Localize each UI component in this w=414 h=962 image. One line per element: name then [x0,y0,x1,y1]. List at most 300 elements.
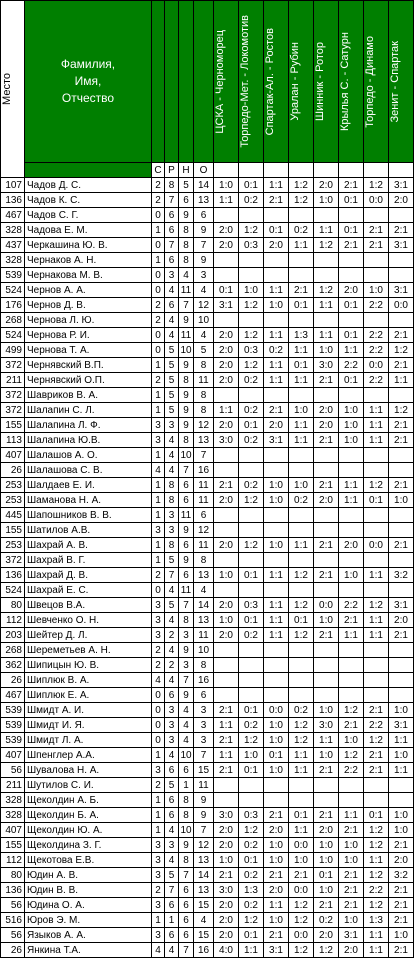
score-cell [314,658,339,673]
score-cell [264,448,289,463]
draws-cell: 1 [165,913,179,928]
points-cell: 9 [194,253,214,268]
score-cell: 0:0 [389,298,414,313]
score-cell [239,313,264,328]
score-cell: 1:1 [289,418,314,433]
score-cell: 2:0 [214,493,239,508]
place-cell: 328 [1,253,25,268]
losses-cell: 8 [179,373,194,388]
score-cell: 1:2 [289,568,314,583]
name-cell: Шмидт А. И. [25,703,152,718]
table-row [1,808,414,823]
score-cell: 1:1 [289,538,314,553]
score-cell [239,448,264,463]
draws-cell: 4 [165,283,179,298]
score-cell: 2:1 [314,808,339,823]
points-cell: 12 [194,523,214,538]
score-cell: 1:0 [364,283,389,298]
wins-cell: 3 [152,838,165,853]
table-row [1,838,414,853]
score-cell [239,688,264,703]
wins-cell: 1 [152,793,165,808]
score-cell: 2:0 [264,883,289,898]
score-cell: 1:0 [264,493,289,508]
points-cell: 11 [194,628,214,643]
score-cell: 2:1 [389,628,414,643]
table-row [1,673,414,688]
wins-cell: 2 [152,178,165,193]
score-cell: 2:2 [339,598,364,613]
place-cell: 372 [1,358,25,373]
wins-cell: 1 [152,553,165,568]
losses-cell: 6 [179,568,194,583]
score-cell [289,673,314,688]
losses-cell: 7 [179,598,194,613]
score-cell [239,208,264,223]
points-cell: 5 [194,343,214,358]
score-cell [239,793,264,808]
draws-cell: 8 [165,493,179,508]
name-cell: Шапошников В. В. [25,508,152,523]
name-cell: Чернова Л. Ю. [25,313,152,328]
name-cell: Шалапин С. Л. [25,403,152,418]
score-cell: 1:0 [314,838,339,853]
score-cell [314,253,339,268]
name-cell: Щеколдина З. Г. [25,838,152,853]
points-cell: 13 [194,193,214,208]
points-cell: 4 [194,583,214,598]
draws-cell: 4 [165,328,179,343]
score-cell: 1:0 [314,748,339,763]
score-cell: 1:0 [314,853,339,868]
points-cell: 11 [194,373,214,388]
score-cell: 0:0 [289,883,314,898]
score-cell: 0:1 [239,763,264,778]
score-cell: 2:2 [364,328,389,343]
points-cell: 6 [194,208,214,223]
score-cell: 3:1 [389,598,414,613]
wins-cell: 1 [152,808,165,823]
points-cell: 8 [194,553,214,568]
draws-cell: 4 [165,613,179,628]
place-cell: 203 [1,628,25,643]
score-cell: 2:1 [364,763,389,778]
score-cell [264,658,289,673]
score-cell [239,508,264,523]
score-cell: 1:1 [364,433,389,448]
losses-cell: 11 [179,583,194,598]
score-cell: 2:0 [264,418,289,433]
score-cell: 1:2 [239,358,264,373]
score-cell: 2:0 [264,823,289,838]
wins-cell: 1 [152,538,165,553]
name-cell: Шипицын Ю. В. [25,658,152,673]
score-cell: 0:1 [339,373,364,388]
score-cell: 1:2 [339,748,364,763]
score-cell: 0:1 [339,328,364,343]
losses-cell: 8 [179,238,194,253]
score-cell: 0:2 [289,223,314,238]
score-cell: 1:2 [239,823,264,838]
name-cell: Чадов К. С. [25,193,152,208]
place-cell: 445 [1,508,25,523]
score-cell: 1:1 [314,298,339,313]
losses-cell: 6 [179,478,194,493]
points-cell: 13 [194,568,214,583]
table-row [1,598,414,613]
score-cell: 1:0 [339,418,364,433]
score-cell: 1:1 [364,403,389,418]
score-cell: 1:0 [339,913,364,928]
table-row [1,883,414,898]
place-cell: 176 [1,298,25,313]
score-cell: 2:1 [389,223,414,238]
name-cell: Чернова Т. А. [25,343,152,358]
score-cell: 1:2 [239,298,264,313]
score-cell: 2:1 [339,613,364,628]
score-cell: 2:2 [364,343,389,358]
score-cell: 2:0 [214,373,239,388]
losses-cell: 9 [179,403,194,418]
score-cell: 1:1 [214,718,239,733]
draws-cell: 4 [165,433,179,448]
score-cell: 1:0 [214,178,239,193]
draws-cell: 5 [165,553,179,568]
wins-cell: 1 [152,223,165,238]
place-cell: 26 [1,673,25,688]
place-cell: 113 [1,433,25,448]
table-row [1,538,414,553]
name-cell: Шахрай В. Г. [25,553,152,568]
losses-cell: 7 [179,298,194,313]
subheader-row [1,163,414,178]
points-cell: 10 [194,643,214,658]
losses-cell: 8 [179,793,194,808]
score-cell [214,523,239,538]
score-cell: 2:1 [264,808,289,823]
wins-cell: 3 [152,898,165,913]
points-cell: 13 [194,613,214,628]
points-cell: 15 [194,928,214,943]
place-cell: 136 [1,568,25,583]
table-row [1,208,414,223]
score-cell: 1:2 [389,343,414,358]
score-cell: 2:0 [214,538,239,553]
score-cell [214,643,239,658]
score-cell: 1:1 [239,943,264,958]
wins-cell: 0 [152,583,165,598]
score-cell [264,583,289,598]
score-cell [314,388,339,403]
score-cell [214,553,239,568]
score-cell: 1:0 [314,193,339,208]
score-cell: 1:1 [264,568,289,583]
points-cell: 16 [194,943,214,958]
losses-cell: 10 [180,749,192,761]
losses-cell: 8 [179,613,194,628]
points-cell: 11 [194,478,214,493]
score-cell: 2:1 [339,898,364,913]
score-cell: 1:1 [289,343,314,358]
draws-cell: 8 [165,478,179,493]
match-header: Торпедо - Динамо [364,1,389,163]
score-cell: 1:1 [314,328,339,343]
name-cell: Щеколдин Б. А. [25,808,152,823]
score-cell: 1:1 [364,928,389,943]
table-row [1,268,414,283]
score-cell: 1:3 [239,883,264,898]
table-row [1,868,414,883]
table-row [1,283,414,298]
wins-cell: 0 [152,343,165,358]
score-cell: 1:0 [264,298,289,313]
score-cell [314,688,339,703]
draws-cell: 8 [165,178,179,193]
table-row [1,358,414,373]
wins-cell: 0 [152,688,165,703]
name-cell: Чернакова М. В. [25,268,152,283]
losses-cell: 9 [179,838,194,853]
name-cell: Юров Э. М. [25,913,152,928]
wins-cell: 0 [152,328,165,343]
wins-cell: 4 [152,943,165,958]
table-row [1,553,414,568]
points-cell: 16 [194,673,214,688]
points-cell: 11 [194,778,214,793]
points-cell: 9 [194,793,214,808]
score-cell [314,268,339,283]
score-cell [389,448,414,463]
draws-cell: 6 [165,928,179,943]
wins-cell: 4 [152,463,165,478]
losses-cell: 4 [179,718,194,733]
score-cell [214,253,239,268]
score-cell: 1:0 [264,853,289,868]
score-cell: 2:1 [214,733,239,748]
score-cell: 2:1 [339,178,364,193]
draws-cell: 6 [165,223,179,238]
score-cell [214,268,239,283]
place-cell: 268 [1,643,25,658]
draws-cell: 6 [165,898,179,913]
name-cell: Шутилов С. И. [25,778,152,793]
score-cell: 1:1 [364,628,389,643]
score-cell: 1:1 [364,853,389,868]
table-row [1,658,414,673]
draws-cell: 3 [165,523,179,538]
name-cell: Чадова Е. М. [25,223,152,238]
score-cell: 3:1 [339,928,364,943]
losses-cell: 4 [179,268,194,283]
score-cell: 0:1 [239,853,264,868]
name-cell: Шахрай Е. С. [25,583,152,598]
score-cell [339,553,364,568]
score-cell: 1:0 [289,478,314,493]
score-cell: 1:1 [339,343,364,358]
draws-cell: 2 [165,628,179,643]
score-cell: 2:0 [339,538,364,553]
score-cell: 0:1 [239,928,264,943]
draws-cell: 3 [165,838,179,853]
score-cell [289,658,314,673]
score-cell: 1:0 [264,478,289,493]
score-cell: 1:0 [389,823,414,838]
wins-cell: 3 [152,763,165,778]
losses-cell: 11 [179,328,194,343]
draws-cell: 7 [165,193,179,208]
score-cell: 2:0 [314,928,339,943]
place-cell: 524 [1,283,25,298]
losses-cell: 6 [179,193,194,208]
score-cell [339,583,364,598]
score-cell [364,448,389,463]
name-cell: Шалапина Ю.В. [25,433,152,448]
score-cell [264,253,289,268]
score-cell [364,658,389,673]
score-cell: 1:0 [214,568,239,583]
score-cell: 1:1 [314,223,339,238]
score-cell [314,208,339,223]
wins-cell: 1 [152,508,165,523]
wins-cell: 0 [152,268,165,283]
score-cell: 1:2 [364,598,389,613]
score-cell: 2:1 [214,868,239,883]
score-cell: 1:0 [264,838,289,853]
score-cell: 2:1 [339,718,364,733]
losses-cell: 3 [179,628,194,643]
score-cell [339,688,364,703]
table-row [1,733,414,748]
table-row [1,478,414,493]
score-cell: 1:2 [239,733,264,748]
wins-cell: 1 [152,493,165,508]
score-cell [289,268,314,283]
score-cell [339,778,364,793]
score-cell: 2:1 [289,868,314,883]
points-cell: 3 [194,718,214,733]
score-cell: 0:2 [239,838,264,853]
score-cell [339,208,364,223]
score-cell: 1:1 [289,748,314,763]
name-cell: Шалашова С. В. [25,463,152,478]
score-cell: 1:2 [239,913,264,928]
losses-cell: 9 [179,418,194,433]
score-cell: 2:2 [364,718,389,733]
score-cell: 2:1 [364,703,389,718]
score-cell: 1:1 [339,478,364,493]
place-cell: 372 [1,553,25,568]
score-cell [389,553,414,568]
score-cell [364,673,389,688]
score-cell [289,688,314,703]
place-cell: 407 [1,748,25,763]
score-cell: 2:1 [314,568,339,583]
score-cell: 1:0 [314,343,339,358]
score-cell: 0:1 [289,613,314,628]
score-cell: 0:1 [339,298,364,313]
score-cell [339,388,364,403]
losses-cell: 7 [179,943,194,958]
score-cell: 2:1 [314,478,339,493]
score-cell: 1:2 [364,898,389,913]
score-cell [239,553,264,568]
score-cell [364,793,389,808]
draws-cell: 5 [165,868,179,883]
score-cell [264,523,289,538]
score-cell: 3:1 [214,298,239,313]
table-row [1,583,414,598]
points-cell: 3 [194,703,214,718]
name-cell: Черкашина Ю. В. [25,238,152,253]
score-cell: 1:0 [264,913,289,928]
score-cell: 3:1 [389,238,414,253]
score-cell: 2:1 [364,748,389,763]
score-cell: 0:1 [239,703,264,718]
table-row [1,643,414,658]
score-cell: 2:0 [214,343,239,358]
score-cell: 2:0 [214,223,239,238]
draws-cell: 5 [165,373,179,388]
losses-cell: 10 [180,449,192,461]
score-cell: 1:0 [239,283,264,298]
losses-cell: 9 [179,688,194,703]
wins-cell: 2 [152,313,165,328]
stat-header: О [194,163,214,178]
score-cell: 2:1 [339,823,364,838]
score-cell [289,643,314,658]
score-cell: 2:1 [314,433,339,448]
score-cell: 2:0 [214,628,239,643]
place-cell: 539 [1,733,25,748]
score-cell: 2:1 [339,883,364,898]
score-cell: 2:1 [389,943,414,958]
score-cell: 2:0 [314,823,339,838]
score-cell: 1:0 [389,928,414,943]
score-cell: 0:1 [239,178,264,193]
score-cell [389,673,414,688]
score-cell: 1:1 [214,748,239,763]
place-cell: 56 [1,763,25,778]
score-cell [364,388,389,403]
place-cell: 80 [1,868,25,883]
score-cell: 0:2 [239,373,264,388]
score-cell: 1:2 [364,823,389,838]
draws-cell: 4 [165,823,179,838]
score-cell: 1:1 [364,613,389,628]
table-row [1,853,414,868]
points-cell: 7 [194,448,214,463]
place-cell: 26 [1,943,25,958]
score-cell: 2:0 [214,898,239,913]
score-cell [364,553,389,568]
score-cell [214,208,239,223]
score-cell [389,208,414,223]
draws-cell: 6 [165,253,179,268]
score-cell: 1:2 [364,478,389,493]
match-header: Торпедо-Мет. - Локомотив [239,1,264,163]
wins-cell: 2 [152,778,165,793]
score-cell: 2:2 [364,883,389,898]
score-cell: 1:1 [389,373,414,388]
points-cell: 3 [194,268,214,283]
score-cell: 0:1 [214,283,239,298]
score-cell: 2:0 [214,928,239,943]
score-cell: 0:2 [239,478,264,493]
match-header: Зенит - Спартак [389,1,414,163]
score-cell: 1:2 [289,178,314,193]
score-cell [214,508,239,523]
score-cell: 2:1 [214,478,239,493]
